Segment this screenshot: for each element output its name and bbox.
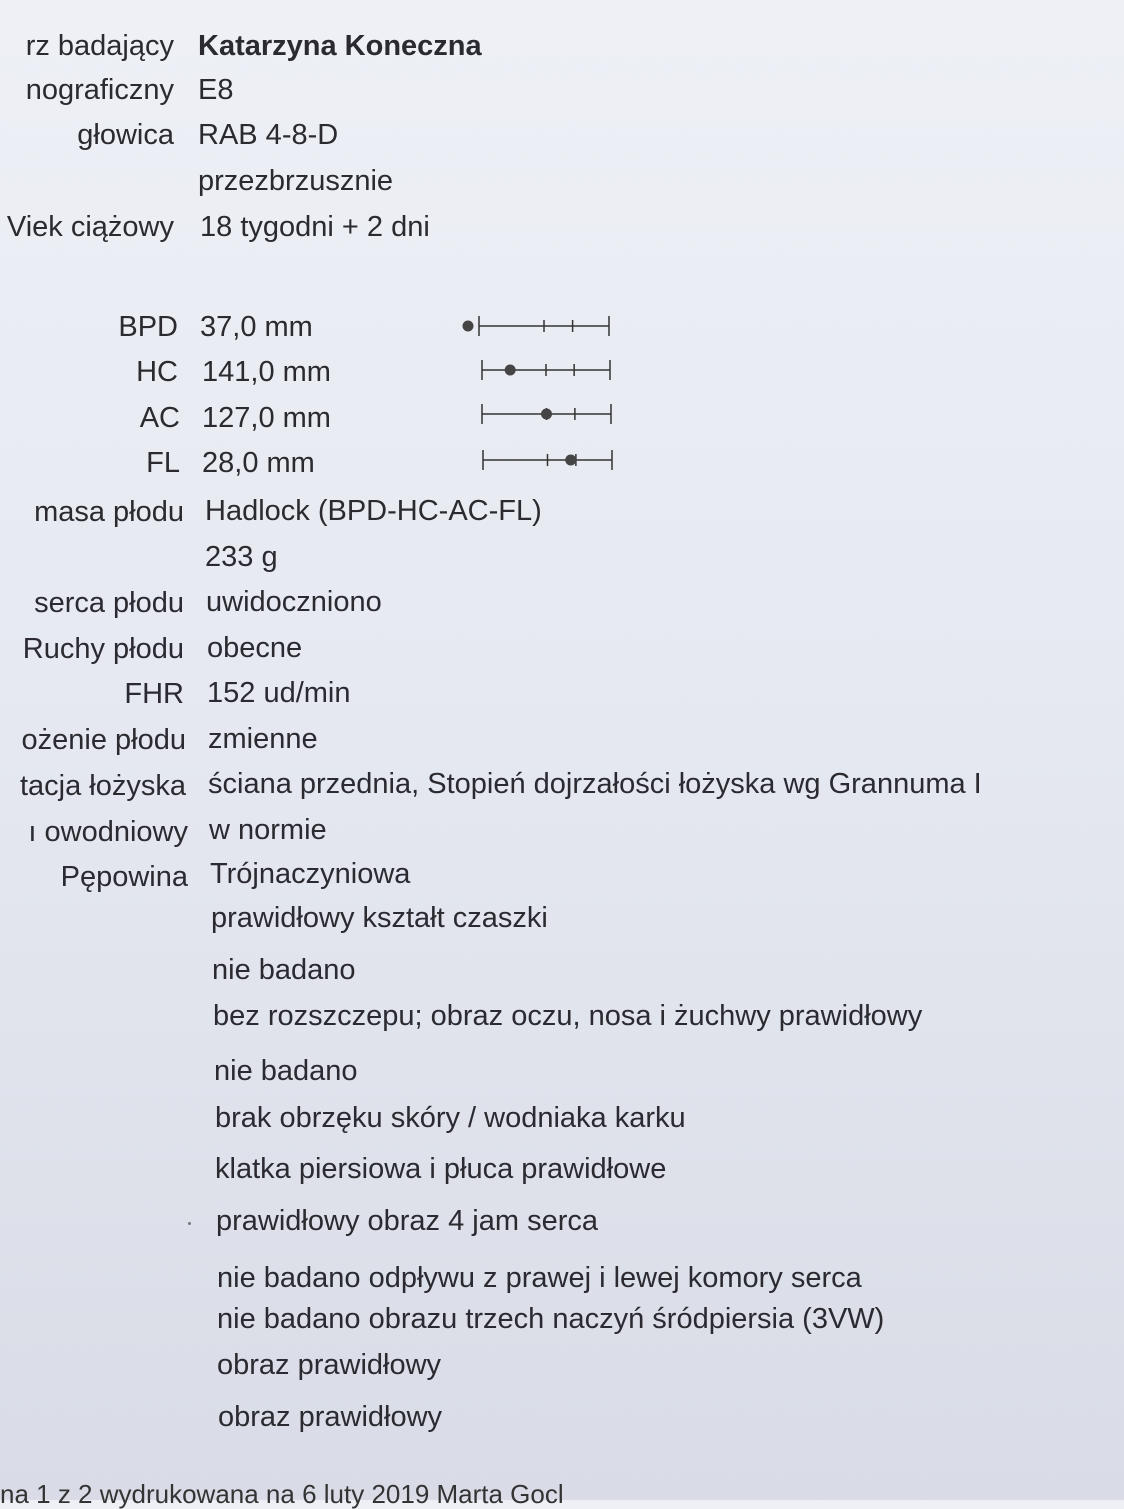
detail-value: obraz prawidłowy bbox=[218, 1401, 443, 1433]
header-label: nograficzny bbox=[25, 74, 174, 106]
scale-marker bbox=[463, 321, 474, 332]
detail-value: ściana przednia, Stopień dojrzałości łożyska wg Grannuma I bbox=[208, 768, 982, 800]
detail-value: nie badano bbox=[212, 954, 356, 986]
detail-value: bez rozszczepu; obraz oczu, nosa i żuchwy prawidłowy bbox=[213, 1000, 923, 1032]
header-value: 18 tygodni + 2 dni bbox=[200, 211, 430, 243]
detail-label: Pępowina bbox=[60, 861, 188, 893]
scale-hc bbox=[482, 360, 610, 380]
header-value: RAB 4-8-D bbox=[198, 119, 339, 151]
header-label: rz badający bbox=[25, 30, 174, 62]
detail-value: obecne bbox=[207, 632, 303, 664]
detail-value: obraz prawidłowy bbox=[217, 1349, 442, 1381]
detail-value: prawidłowy kształt czaszki bbox=[211, 902, 548, 934]
detail-value: nie badano odpływu z prawej i lewej komory serca bbox=[217, 1262, 862, 1294]
page-footer: na 1 z 2 wydrukowana na 6 luty 2019 Marta Gocl bbox=[0, 1479, 564, 1509]
detail-label: ı owodniowy bbox=[28, 816, 188, 848]
scale-fl bbox=[483, 450, 612, 470]
measurement-value-ac: 127,0 mm bbox=[202, 402, 331, 434]
detail-value: brak obrzęku skóry / wodniaka karku bbox=[215, 1102, 686, 1134]
measurement-label-bpd: BPD bbox=[118, 311, 178, 343]
measurement-value-hc: 141,0 mm bbox=[202, 356, 331, 388]
detail-label: masa płodu bbox=[34, 496, 184, 528]
header-value: przezbrzusznie bbox=[198, 165, 394, 197]
measurement-label-ac: AC bbox=[139, 402, 180, 434]
detail-label: ożenie płodu bbox=[21, 724, 186, 756]
detail-value: 152 ud/min bbox=[207, 677, 351, 709]
detail-value: uwidoczniono bbox=[206, 586, 382, 618]
detail-value: prawidłowy obraz 4 jam serca bbox=[216, 1205, 598, 1237]
detail-value: Hadlock (BPD-HC-AC-FL) bbox=[205, 495, 542, 527]
detail-value: Trójnaczyniowa bbox=[210, 858, 411, 890]
detail-label: serca płodu bbox=[34, 587, 184, 619]
detail-value: nie badano obrazu trzech naczyń śródpiersia (3VW) bbox=[217, 1303, 885, 1335]
detail-value: w normie bbox=[209, 814, 327, 846]
percentile-scales bbox=[0, 0, 1124, 500]
measurement-label-fl: FL bbox=[146, 447, 180, 479]
header-label: Viek ciążowy bbox=[6, 211, 174, 243]
scale-ac bbox=[482, 404, 611, 424]
measurement-value-fl: 28,0 mm bbox=[202, 447, 315, 479]
header-label: głowica bbox=[77, 119, 174, 151]
header-value: E8 bbox=[198, 74, 234, 106]
measurement-label-hc: HC bbox=[136, 356, 178, 388]
paper-speck bbox=[188, 1222, 191, 1225]
detail-label: tacja łożyska bbox=[19, 770, 186, 802]
detail-label: FHR bbox=[124, 678, 184, 710]
scale-marker bbox=[565, 455, 576, 466]
detail-value: zmienne bbox=[208, 723, 318, 755]
detail-value: klatka piersiowa i płuca prawidłowe bbox=[215, 1153, 667, 1185]
detail-label: Ruchy płodu bbox=[22, 633, 184, 665]
detail-value: nie badano bbox=[214, 1055, 358, 1087]
measurement-value-bpd: 37,0 mm bbox=[200, 311, 313, 343]
scale-marker bbox=[541, 409, 552, 420]
header-value: Katarzyna Koneczna bbox=[198, 30, 482, 62]
scale-bpd bbox=[463, 316, 610, 336]
detail-value: 233 g bbox=[205, 541, 278, 573]
scale-marker bbox=[505, 365, 516, 376]
